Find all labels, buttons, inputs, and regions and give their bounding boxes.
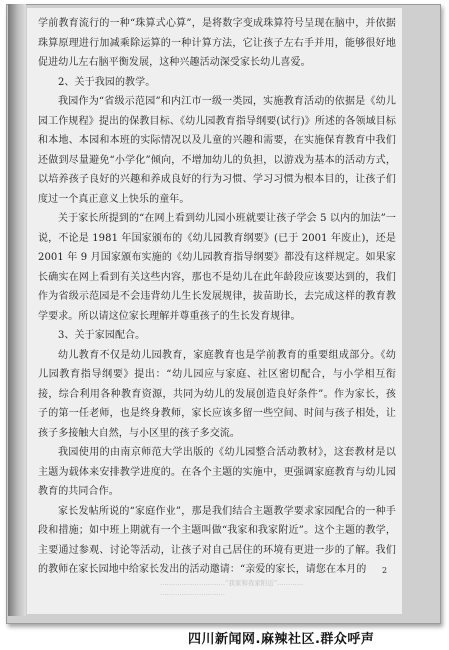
paragraph: 幼儿教育不仅是幼儿园教育，家庭教育也是学前教育的重要组成部分。《幼儿园教育指导纲要》提出：“幼儿园应与家庭、社区密切配合，与小学相互衔接，综合利用各种教育资源，共同为幼儿的发展创造良好条件”。作为家长，孩子的第一任老师，也是终身教师，家长应该多留一些空间、时间与孩子相处，让孩子多接触大自然，与小区里的孩子多交流。 [38, 349, 396, 439]
paragraph: 学前教育流行的一种“珠算式心算”，是将数字变成珠算符号呈现在脑中，并依据珠算原理进行加减乘除运算的一种计算方法，它让孩子左右手并用，能够很好地促进幼儿左右脑平衡发展，这种兴趣活动深受家长幼儿喜爱。 [38, 18, 396, 68]
bleed-through-text [160, 578, 380, 598]
section-heading: 3、关于家园配合。 [58, 330, 146, 341]
paragraph: 关于家长所提到的“在网上看到幼儿园小班就要让孩子学会 5 以内的加法”一说，不论是 1981 年国家颁布的《幼儿园教育纲要》(已于 2001 年废止)，还是 2001 年 9 月国家颁布实施的《幼儿园教育指导纲要》都没有这样规定。如果家长确实在网上看到有关这些内容，那也不是幼儿在此年龄段应该要达到的，我们作为省级示范园是不会违背幼儿生长发展规律，拔苗助长，去完成这样的教育教学要求。所以请这位家长理解并尊重孩子的生长发育规律。 [38, 213, 396, 322]
bleed-through-line: ………………………… [160, 589, 225, 597]
section-heading: 2、关于我园的教学。 [58, 76, 156, 88]
page-binding-shadow [8, 4, 26, 616]
document-body [38, 14, 396, 580]
bleed-through-line: …………………………“我家和我家附近”………… [160, 579, 304, 587]
paragraph: 我园使用的由南京师范大学出版的《幼儿园整合活动教材》，这套教材是以主题为载体来安排教学进度的。在各个主题的实施中，更强调家庭教育与幼儿园教育的共同合作。 [38, 447, 396, 497]
paragraph: 我园作为“省级示范园”和内江市一级一类园，实施教育活动的依据是《幼儿园工作规程》提出的保教目标、《幼儿园教育指导纲要(试行)》所述的各领域目标和本地、本园和本班的实际情况以及儿童的兴趣和需要，在实施保育教育中我们还做到尽量避免“小学化”倾向，不增加幼儿的负担，以游戏为基本的活动方式，以培养孩子良好的兴趣和养成良好的行为习惯、学习习惯为根本目的，让孩子们度过一个真正意义上快乐的童年。 [38, 96, 396, 205]
paragraph: 家长发帖所说的“家庭作业”，那是我们结合主题教学要求家园配合的一种手段和措施；如中班上期就有一个主题叫做“我家和我家附近”。这个主题的教学，主要通过参观、讨论等活动，让孩子对自己居住的环境有更进一步的了解。我们的教师在家长园地中给家长发出的活动邀请：“亲爱的家长，请您在本月的 [38, 505, 396, 575]
watermark-caption: 四川新闻网.麻辣社区.群众呼声 [188, 632, 375, 647]
page-number: 2 [382, 566, 388, 575]
